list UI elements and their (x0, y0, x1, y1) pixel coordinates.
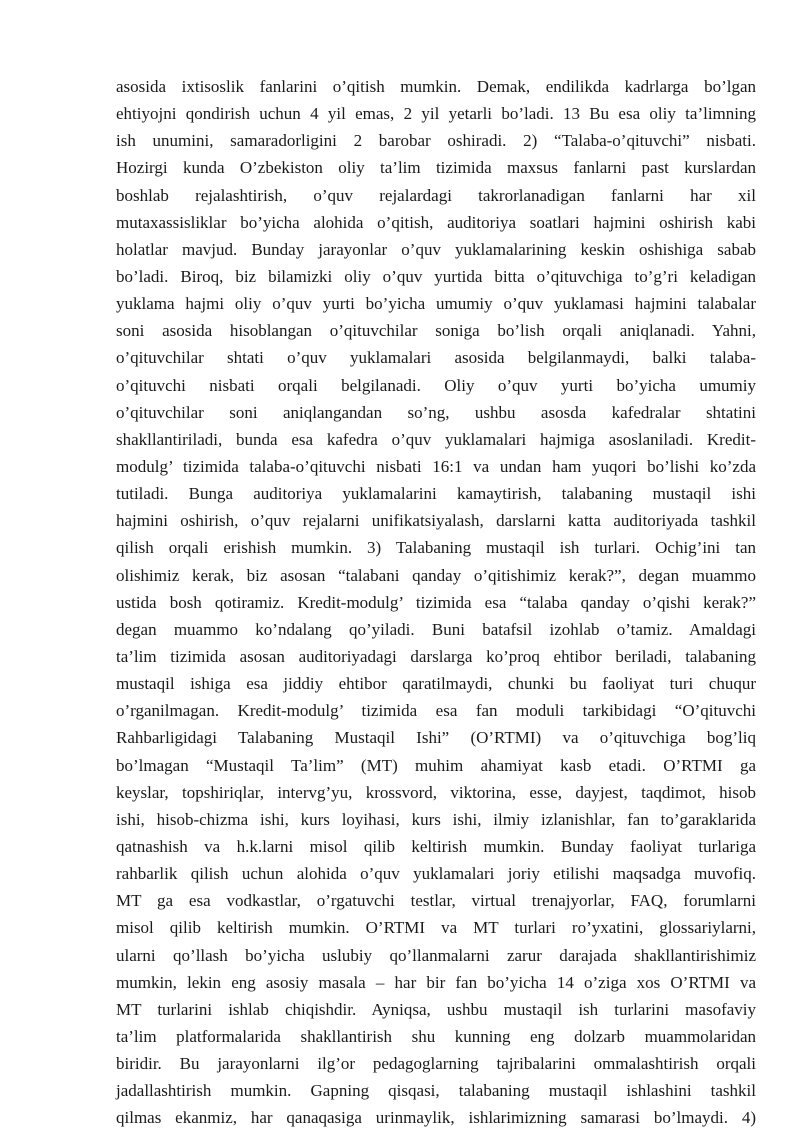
text-line: o’qituvchi nisbati orqali belgilanadi. Oliy o’quv yurti bo’yicha umumiy (116, 375, 756, 395)
text-line: ehtiyojni qondirish uchun 4 yil emas, 2 yil yetarli bo’ladi. 13 Bu esa oliy ta’limning (116, 104, 756, 124)
text-line: mustaqil ishiga esa jiddiy ehtibor qaratilmaydi, chunki bu faoliyat turi chuqur (116, 674, 756, 694)
text-line: yuklama hajmi oliy o’quv yurti bo’yicha umumiy o’quv yuklamasi hajmini talabalar (116, 294, 756, 314)
text-line: soni asosida hisoblangan o’qituvchilar soniga bo’lish orqali aniqlanadi. Yahni, (116, 321, 756, 341)
text-line: qilmas ekanmiz, har qanaqasiga urinmaylik, ishlarimizning samarasi bo’lmaydi. 4) (116, 1108, 756, 1128)
text-line: o’qituvchilar shtati o’quv yuklamalari asosida belgilanmaydi, balki talaba- (116, 348, 756, 368)
text-line: jadallashtirish mumkin. Gapning qisqasi, talabaning mustaqil ishlashini tashkil (116, 1081, 756, 1101)
text-line: hajmini oshirish, o’quv rejalarni unifikatsiyalash, darslarni katta auditoriyada tashkil (116, 511, 756, 531)
text-line: bo’lmagan “Mustaqil Ta’lim” (MT) muhim ahamiyat kasb etadi. O’RTMI ga (116, 755, 756, 775)
text-line: MT turlarini ishlab chiqishdir. Ayniqsa, ushbu mustaqil ish turlarini masofaviy (116, 999, 756, 1019)
text-line: mumkin, lekin eng asosiy masala – har bir fan bo’yicha 14 o’ziga xos O’RTMI va (116, 972, 756, 992)
text-line: qilish orqali erishish mumkin. 3) Talabaning mustaqil ish turlari. Ochig’ini tan (116, 538, 756, 558)
body-text (116, 73, 756, 1131)
text-line: shakllantiriladi, bunda esa kafedra o’quv yuklamalari hajmiga asoslaniladi. Kredit- (116, 429, 756, 449)
text-line: rahbarlik qilish uchun alohida o’quv yuklamalari joriy etilishi maqsadga muvofiq. (116, 864, 756, 884)
text-line: ishi, hisob-chizma ishi, kurs loyihasi, kurs ishi, ilmiy izlanishlar, fan to’garaklarida (116, 809, 756, 829)
text-line: ustida bosh qotiramiz. Kredit-modulg’ tizimida esa “talaba qanday o’qishi kerak?” (116, 592, 756, 612)
text-line: biridir. Bu jarayonlarni ilg’or pedagoglarning tajribalarini ommalashtirish orqali (116, 1054, 756, 1074)
text-line: o’qituvchilar soni aniqlangandan so’ng, ushbu asosda kafedralar shtatini (116, 402, 756, 422)
text-line: ta’lim tizimida asosan auditoriyadagi darslarga ko’proq ehtibor beriladi, talabaning (116, 646, 756, 666)
text-line: keyslar, topshiriqlar, intervg’yu, krossvord, viktorina, esse, dayjest, taqdimot, hisob (116, 782, 756, 802)
text-line: Hozirgi kunda O’zbekiston oliy ta’lim tizimida maxsus fanlarni past kurslardan (116, 158, 756, 178)
text-line: MT ga esa vodkastlar, o’rgatuvchi testlar, virtual trenajyorlar, FAQ, forumlarni (116, 891, 756, 911)
text-line: misol qilib keltirish mumkin. O’RTMI va MT turlari ro’yxatini, glossariylarni, (116, 918, 756, 938)
text-line: modulg’ tizimida talaba-o’qituvchi nisbati 16:1 va undan ham yuqori bo’lishi ko’zda (116, 456, 756, 476)
text-line: Rahbarligidagi Talabaning Mustaqil Ishi” (O’RTMI) va o’qituvchiga bog’liq (116, 728, 756, 748)
text-line: holatlar mavjud. Bunday jarayonlar o’quv yuklamalarining keskin oshishiga sabab (116, 239, 756, 259)
text-line: ularni qo’llash bo’yicha uslubiy qo’llanmalarni zarur darajada shakllantirishimiz (116, 945, 756, 965)
text-line: olishimiz kerak, biz asosan “talabani qanday o’qitishimiz kerak?”, degan muammo (116, 565, 756, 585)
text-line: asosida ixtisoslik fanlarini o’qitish mumkin. Demak, endilikda kadrlarga bo’lgan (116, 77, 756, 96)
text-line: o’rganilmagan. Kredit-modulg’ tizimida esa fan moduli tarkibidagi “O’qituvchi (116, 701, 756, 721)
text-line: tutiladi. Bunga auditoriya yuklamalarini kamaytirish, talabaning mustaqil ishi (116, 484, 756, 504)
text-line: bo’ladi. Biroq, biz bilamizki oliy o’quv yurtida bitta o’qituvchiga to’g’ri keladigan (116, 266, 756, 286)
text-line: degan muammo ko’ndalang qo’yiladi. Buni batafsil izohlab o’tamiz. Amaldagi (116, 619, 756, 639)
text-line: ish unumini, samaradorligini 2 barobar oshiradi. 2) “Talaba-o’qituvchi” nisbati. (116, 131, 756, 151)
text-line: mutaxassisliklar bo’yicha alohida o’qitish, auditoriya soatlari hajmini oshirish kabi (116, 212, 756, 232)
text-line: boshlab rejalashtirish, o’quv rejalardagi takrorlanadigan fanlarni har xil (116, 185, 756, 205)
text-line: qatnashish va h.k.larni misol qilib keltirish mumkin. Bunday faoliyat turlariga (116, 836, 756, 856)
text-line: ta’lim platformalarida shakllantirish shu kunning eng dolzarb muammolaridan (116, 1026, 756, 1046)
